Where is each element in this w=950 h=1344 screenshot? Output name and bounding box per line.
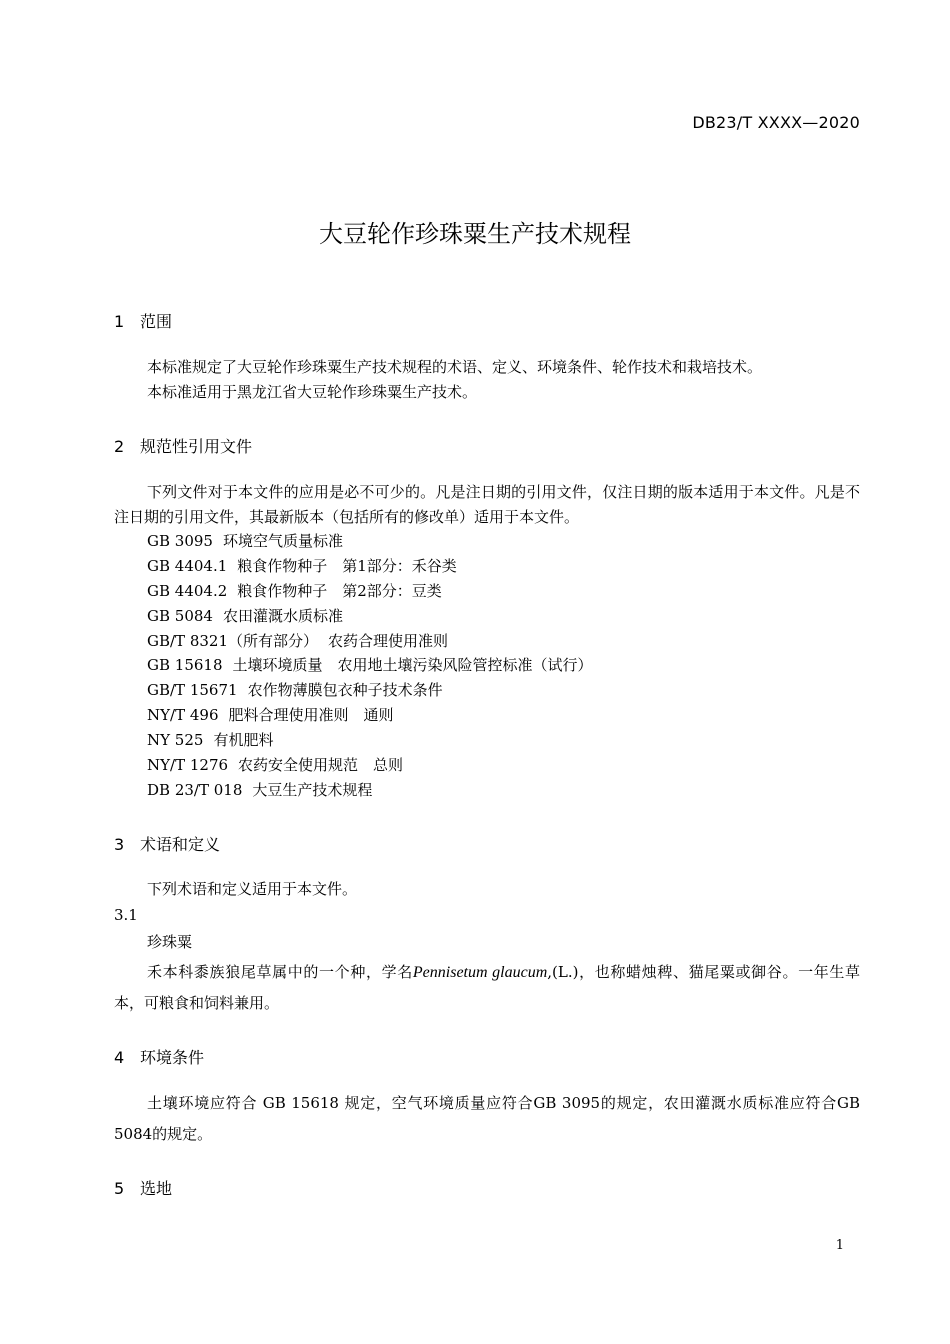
scope-paragraph-1: 本标准规定了大豆轮作珍珠粟生产技术规程的术语、定义、环境条件、轮作技术和栽培技术。 — [147, 358, 763, 376]
reference-name: 大豆生产技术规程 — [252, 780, 373, 799]
definition-text: 禾本科黍族狼尾草属中的一个种，学名 — [147, 963, 413, 981]
reference-name: 环境空气质量标准 — [222, 532, 343, 550]
term-name: 珍珠粟 — [147, 933, 193, 951]
section-title: 规范性引用文件 — [140, 437, 253, 456]
reference-item — [147, 629, 593, 654]
section-title: 范围 — [140, 312, 173, 331]
section-title: 选地 — [140, 1179, 173, 1198]
reference-item — [147, 653, 593, 678]
reference-code: GB 3095 — [147, 532, 213, 550]
reference-item — [147, 778, 593, 803]
section-2-heading — [114, 434, 252, 457]
reference-code: GB 15618 — [147, 656, 223, 675]
reference-code: NY/T 496 — [147, 706, 219, 725]
term-definition — [114, 957, 860, 1019]
reference-name: 土壤环境质量 农用地土壤污染风险管控标准（试行） — [232, 656, 593, 675]
document-title: 大豆轮作珍珠粟生产技术规程 — [319, 220, 631, 248]
reference-item — [147, 703, 593, 728]
reference-name: 粮食作物种子 第1部分：禾谷类 — [237, 556, 457, 575]
reference-item — [147, 728, 593, 753]
term-number: 3.1 — [114, 906, 138, 924]
section-5-heading — [114, 1176, 172, 1199]
reference-item — [147, 604, 593, 629]
section-4-heading — [114, 1045, 204, 1068]
reference-name: 农田灌溉水质标准 — [222, 606, 343, 625]
section-1-heading — [114, 309, 172, 332]
reference-name: 农药合理使用准则 — [328, 631, 449, 650]
normative-reference-list — [147, 529, 593, 803]
section-number: 3 — [114, 835, 125, 854]
reference-name: 有机肥料 — [213, 731, 274, 750]
reference-code: GB 5084 — [147, 606, 213, 625]
references-intro: 下列文件对于本文件的应用是必不可少的。凡是注日期的引用文件，仅注日期的版本适用于本文件。凡是不注日期的引用文件，其最新版本（包括所有的修改单）适用于本文件。 — [114, 483, 860, 526]
section-title: 术语和定义 — [140, 835, 221, 854]
reference-code: NY/T 1276 — [147, 756, 229, 775]
reference-code: GB/T 8321（所有部分） — [147, 631, 319, 650]
terms-intro: 下列术语和定义适用于本文件。 — [147, 880, 358, 898]
page-number: 1 — [835, 1238, 844, 1253]
reference-code: NY 525 — [147, 731, 204, 750]
environment-paragraph: 土壤环境应符合 GB 15618 规定，空气环境质量应符合GB 3095的规定，农田灌溉水质标准应符合GB 5084的规定。 — [114, 1094, 860, 1143]
reference-item — [147, 678, 593, 703]
definition-text: ,(L.)，也称蜡烛稗、猫尾粟或御谷。一年生草本，可粮食和饲料兼用。 — [114, 963, 860, 1012]
reference-item — [147, 554, 593, 579]
section-number: 4 — [114, 1048, 125, 1067]
section-number: 5 — [114, 1179, 125, 1198]
reference-name: 肥料合理使用准则 通则 — [228, 706, 394, 725]
scope-paragraph-2: 本标准适用于黑龙江省大豆轮作珍珠粟生产技术。 — [147, 383, 478, 401]
reference-item — [147, 579, 593, 604]
section-title: 环境条件 — [140, 1048, 205, 1067]
reference-code: GB/T 15671 — [147, 681, 238, 700]
section-number: 2 — [114, 437, 125, 456]
standard-code: DB23/T XXXX—2020 — [692, 113, 860, 132]
reference-name: 粮食作物种子 第2部分：豆类 — [237, 581, 442, 600]
reference-code: GB 4404.1 — [147, 556, 228, 575]
reference-name: 农作物薄膜包衣种子技术条件 — [247, 681, 443, 700]
reference-code: DB 23/T 018 — [147, 780, 243, 799]
reference-item — [147, 753, 593, 778]
section-3-heading — [114, 832, 220, 855]
reference-name: 农药安全使用规范 总则 — [238, 756, 404, 775]
reference-code: GB 4404.2 — [147, 581, 228, 600]
reference-item — [147, 529, 593, 554]
latin-name: Pennisetum glaucum — [412, 964, 548, 981]
section-number: 1 — [114, 312, 125, 331]
